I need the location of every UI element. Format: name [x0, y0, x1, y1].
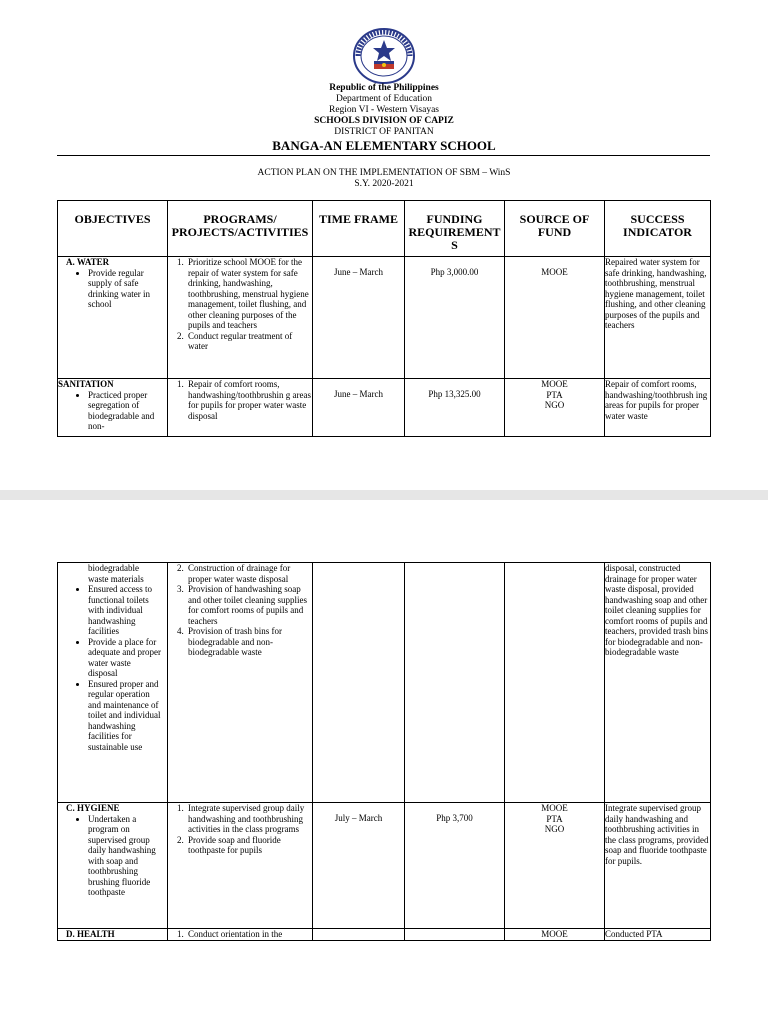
sanitation-objective-1-continued: biodegradable waste materials	[88, 563, 144, 584]
sanitation-objective-2: • Ensured access to functional toilets with individual handwashing facilities	[88, 584, 167, 637]
water-time-frame: June – March	[313, 257, 405, 379]
water-funding: Php 3,000.00	[405, 257, 505, 379]
sanitation-objective-3: • Provide a place for adequate and proper water waste disposal	[88, 637, 167, 679]
school-year: S.Y. 2020-2021	[354, 179, 414, 189]
section-sanitation-title: SANITATION	[58, 379, 114, 389]
deped-seal-logo	[350, 27, 418, 85]
table-row-sanitation-continued	[58, 563, 711, 803]
sanitation-source-2: PTA	[546, 389, 563, 400]
sanitation-cont-funding-empty	[405, 563, 505, 803]
section-health-title: D. HEALTH	[66, 929, 115, 939]
hygiene-activity-2: 2. Provide soap and fluoride toothpaste for pupils	[186, 835, 312, 856]
hygiene-objective: • Undertaken a program on supervised group daily handwashing with soap and toothbrushing brushing fluoride toothpaste	[88, 814, 167, 898]
sanitation-activity-3: 3. Provision of handwashing soap and other toilet cleaning supplies for comfort rooms of pupils and teachers	[186, 584, 312, 626]
header-source: SOURCE OF FUND	[505, 201, 605, 257]
table-row-sanitation	[58, 379, 711, 437]
header-indicator: SUCCESS INDICATOR	[605, 201, 711, 257]
hygiene-source-1: MOOE	[541, 803, 568, 813]
sanitation-activity-1: 1. Repair of comfort rooms, handwashing/toothbrushin g areas for pupils for proper water waste disposal	[186, 379, 312, 421]
table-row-hygiene	[58, 803, 711, 929]
school-name: BANGA-AN ELEMENTARY SCHOOL	[272, 138, 496, 153]
republic-label: Republic of the Philippines	[329, 83, 439, 93]
page-gap	[0, 490, 768, 500]
water-source: MOOE	[505, 257, 605, 379]
district-label: DISTRICT OF PANITAN	[334, 127, 434, 137]
section-water-title: A. WATER	[66, 257, 110, 267]
hygiene-source-3: NGO	[544, 824, 565, 834]
document-page-2	[0, 500, 768, 1024]
header-programs: PROGRAMS/ PROJECTS/ACTIVITIES	[168, 201, 313, 257]
table-row-health	[58, 929, 711, 941]
region-label: Region VI - Western Visayas	[328, 105, 439, 115]
health-time-empty	[313, 929, 405, 941]
division-label: SCHOOLS DIVISION OF CAPIZ	[314, 116, 454, 126]
sanitation-objective-1: • Practiced proper segregation of biodegradable and non-	[88, 390, 167, 432]
health-funding-empty	[405, 929, 505, 941]
table-header-row	[58, 201, 711, 257]
department-label: Department of Education	[335, 94, 433, 104]
section-hygiene-title: C. HYGIENE	[66, 803, 120, 813]
hygiene-time-frame: July – March	[313, 803, 405, 929]
water-objective: • Provide regular supply of safe drinking water in school	[88, 268, 167, 310]
sanitation-funding: Php 13,325.00	[405, 379, 505, 437]
plan-title: ACTION PLAN ON THE IMPLEMENTATION OF SBM – WinS	[257, 168, 511, 178]
sanitation-activity-4: 4. Provision of trash bins for biodegradable and non-biodegradable waste	[186, 626, 312, 658]
header-time-frame: TIME FRAME	[313, 201, 405, 257]
health-source: MOOE	[505, 929, 605, 941]
action-plan-table	[57, 200, 711, 437]
sanitation-activity-2: 2. Construction of drainage for proper water waste disposal	[186, 563, 312, 584]
water-activity-1: 1. Prioritize school MOOE for the repair of water system for safe drinking, handwashing, toothbrushing, menstrual hygiene management, toilet flushing, and other cleaning purposes of the pupils and teachers	[186, 257, 312, 331]
water-activity-2: 2. Conduct regular treatment of water	[186, 331, 312, 352]
sanitation-time-frame: June – March	[313, 379, 405, 437]
health-indicator: Conducted PTA	[605, 929, 711, 941]
table-row-water	[58, 257, 711, 379]
header-funding: FUNDING REQUIREMENT S	[405, 201, 505, 257]
sanitation-source-1: MOOE	[541, 379, 568, 389]
hygiene-source-2: PTA	[546, 813, 563, 824]
header-objectives: OBJECTIVES	[58, 201, 168, 257]
sanitation-objective-4: • Ensured proper and regular operation and maintenance of toilet and individual handwashing facilities for sustainable use	[88, 679, 167, 753]
water-indicator: Repaired water system for safe drinking, handwashing, toothbrushing, menstrual hygiene management, toilet flushing, and other cleaning purposes of the pupils and teachers	[605, 257, 711, 379]
document-page-1	[0, 0, 768, 490]
sanitation-source-3: NGO	[544, 400, 565, 410]
hygiene-indicator: Integrate supervised group daily handwashing and toothbrushing activities in the class programs, provided soap and fluoride toothpaste for pupils.	[605, 803, 711, 929]
header-divider	[57, 155, 710, 156]
hygiene-funding: Php 3,700	[405, 803, 505, 929]
sanitation-cont-time-empty	[313, 563, 405, 803]
sanitation-cont-source-empty	[505, 563, 605, 803]
health-activity-1: 1. Conduct orientation in the	[186, 929, 312, 940]
sanitation-indicator: Repair of comfort rooms, handwashing/toothbrush ing areas for pupils for proper water waste	[605, 379, 711, 437]
sanitation-indicator-continued: disposal, constructed drainage for proper water waste disposal, provided handwashing soap and other toilet cleaning supplies for comfort rooms of pupils and teachers, provided trash bins for biodegradable and non-biodegradable waste	[605, 563, 711, 803]
action-plan-table-continued	[57, 562, 711, 941]
hygiene-activity-1: 1. Integrate supervised group daily handwashing and toothbrushing activities in the class programs	[186, 803, 312, 835]
